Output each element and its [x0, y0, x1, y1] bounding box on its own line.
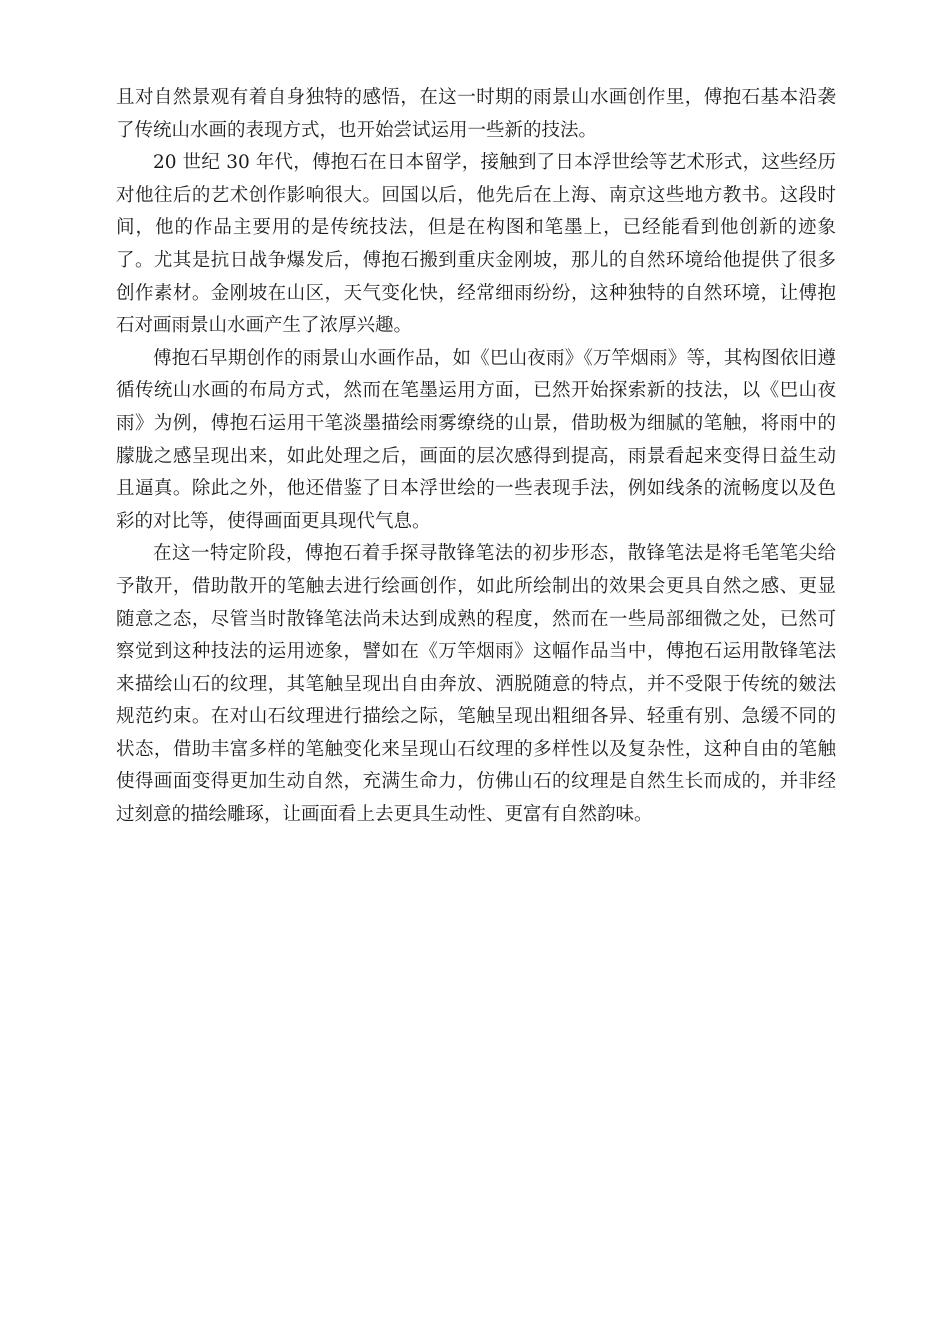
paragraph-sanfeng-brushwork: 在这一特定阶段，傅抱石着手探寻散锋笔法的初步形态，散锋笔法是将毛笔笔尖给予散开，借助散开的笔触去进行绘画创作，如此所绘制出的效果会更具自然之感、更显随意之态，尽管当时散锋笔法尚未达到成熟的程度，然而在一些局部细微之处，已然可察觉到这种技法的运用迹象，譬如在《万竿烟雨》这幅作品当中，傅抱石运用散锋笔法来描绘山石的纹理，其笔触呈现出自由奔放、洒脱随意的特点，并不受限于传统的皴法规范约束。在对山石纹理进行描绘之际，笔触呈现出粗细各异、轻重有别、急缓不同的状态，借助丰富多样的笔触变化来呈现山石纹理的多样性以及复杂性，这种自由的笔触使得画面变得更加生动自然，充满生命力，仿佛山石的纹理是自然生长而成的，并非经过刻意的描绘雕琢，让画面看上去更具生动性、更富有自然韵味。	[116, 543, 836, 826]
paragraph-japan-study: 20 世纪 30 年代，傅抱石在日本留学，接触到了日本浮世绘等艺术形式，这些经历对他往后的艺术创作影响很大。回国以后，他先后在上海、南京这些地方教书。这段时间，他的作品主要用的是传统技法，但是在构图和笔墨上，已经能看到他创新的迹象了。尤其是抗日战争爆发后，傅抱石搬到重庆金刚坡，那儿的自然环境给他提供了很多创作素材。金刚坡在山区，天气变化快，经常细雨纷纷，这种独特的自然环境，让傅抱石对画雨景山水画产生了浓厚兴趣。	[116, 152, 836, 337]
document-body	[116, 82, 836, 832]
paragraph-early-works: 傅抱石早期创作的雨景山水画作品，如《巴山夜雨》《万竿烟雨》等，其构图依旧遵循传统山水画的布局方式，然而在笔墨运用方面，已然开始探索新的技法，以《巴山夜雨》为例，傅抱石运用干笔淡墨描绘雨雾缭绕的山景，借助极为细腻的笔触，将雨中的朦胧之感呈现出来，如此处理之后，画面的层次感得到提高，雨景看起来变得日益生动且逼真。除此之外，他还借鉴了日本浮世绘的一些表现手法，例如线条的流畅度以及色彩的对比等，使得画面更具现代气息。	[116, 347, 836, 532]
paragraph-continuation: 且对自然景观有着自身独特的感悟，在这一时期的雨景山水画创作里，傅抱石基本沿袭了传统山水画的表现方式，也开始尝试运用一些新的技法。	[116, 87, 836, 141]
